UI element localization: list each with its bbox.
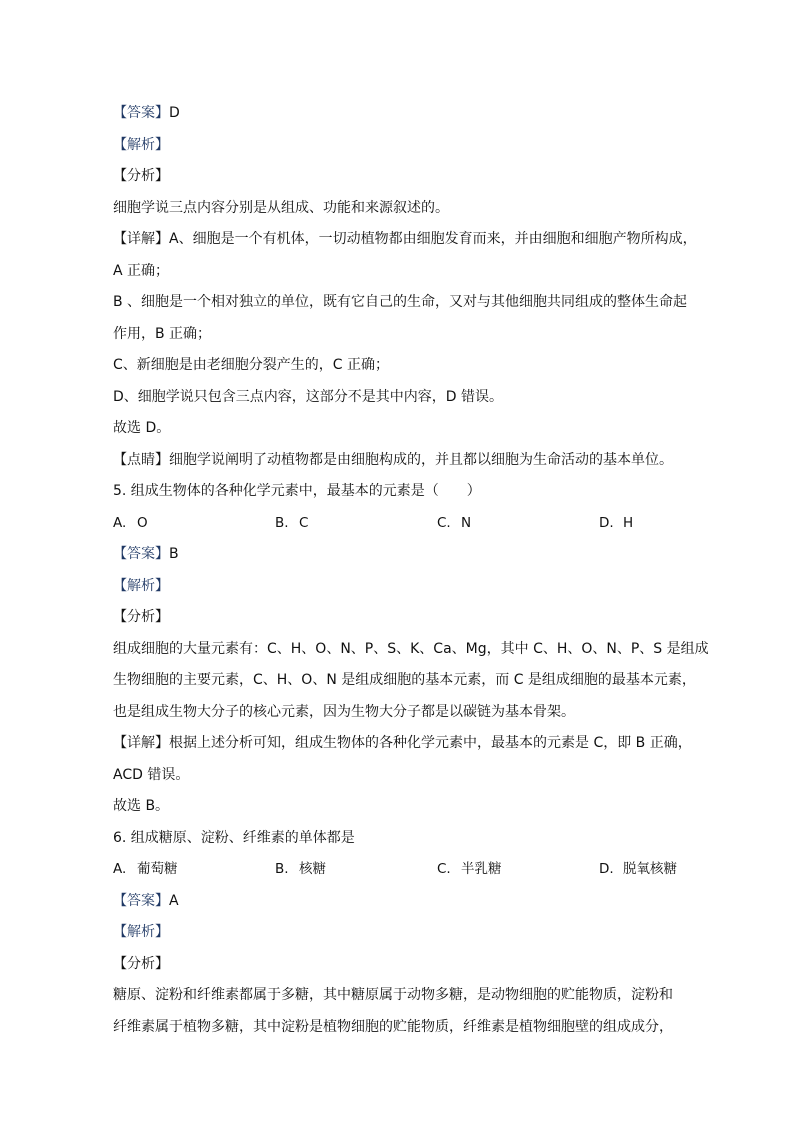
answer-value: D: [169, 105, 180, 121]
fenxi-text: 组成细胞的大量元素有：C、H、O、N、P、S、K、Ca、Mg，其中 C、H、O、N、P、S 是组成: [113, 640, 709, 657]
detail-text: 故选 B。: [113, 798, 170, 814]
answer-tag: 【答案】: [113, 546, 169, 562]
fenxi-text: 细胞学说三点内容分别是从组成、功能和来源叙述的。: [113, 199, 449, 216]
option-b: B. C: [275, 514, 309, 531]
answer-value: A: [169, 892, 179, 909]
detail-tag: 【详解】: [113, 735, 169, 751]
dianjing-text: 细胞学说阐明了动植物都是由细胞构成的，并且都以细胞为生命活动的基本单位。: [169, 451, 673, 468]
fenxi-text: 纤维素属于植物多糖，其中淀粉是植物细胞的贮能物质，纤维素是植物细胞壁的组成成分，: [113, 1018, 673, 1035]
dianjing-tag: 【点睛】: [113, 451, 169, 468]
fenxi-heading: [113, 949, 684, 981]
option-d: D. H: [599, 514, 634, 531]
answer-line: [113, 98, 684, 130]
option-a: A. O: [113, 514, 148, 531]
detail-line: [113, 728, 692, 760]
option-c: C. 半乳糖: [437, 861, 502, 877]
analysis-tag: 【解析】: [113, 136, 169, 153]
analysis-heading: [113, 571, 684, 603]
detail-line: [113, 224, 697, 256]
fenxi-tag: 【分析】: [113, 609, 169, 625]
fenxi-tag: 【分析】: [113, 955, 169, 972]
fenxi-text: 生物细胞的主要元素，C、H、O、N 是组成细胞的基本元素，而 C 是组成细胞的最基本元素，: [113, 672, 696, 688]
question-5-options: [113, 508, 684, 540]
fenxi-tag: 【分析】: [113, 168, 169, 184]
detail-tag: 【详解】: [113, 231, 169, 247]
answer-tag: 【答案】: [113, 892, 169, 909]
analysis-heading: [113, 130, 684, 162]
question-6: 6. 组成糖原、淀粉、纤维素的单体都是: [113, 829, 355, 846]
answer-line: [113, 539, 684, 571]
detail-text: 根据上述分析可知，组成生物体的各种化学元素中，最基本的元素是 C，即 B 正确，: [169, 735, 692, 751]
detail-text: A、细胞是一个有机体，一切动植物都由细胞发育而来，并由细胞和细胞产物所构成，: [169, 231, 697, 247]
option-d: D. 脱氧核糖: [599, 861, 677, 877]
answer-line: [113, 886, 684, 918]
detail-text: C、新细胞是由老细胞分裂产生的，C 正确；: [113, 357, 389, 373]
detail-text: D、细胞学说只包含三点内容，这部分不是其中内容，D 错误。: [113, 388, 504, 405]
fenxi-heading: [113, 602, 684, 634]
fenxi-text: 糖原、淀粉和纤维素都属于多糖，其中糖原属于动物多糖，是动物细胞的贮能物质，淀粉和: [113, 987, 673, 1003]
detail-text: A 正确；: [113, 262, 170, 279]
question-5: 5. 组成生物体的各种化学元素中，最基本的元素是（ ）: [113, 483, 481, 499]
analysis-tag: 【解析】: [113, 924, 169, 940]
detail-text: 作用，B 正确；: [113, 325, 212, 342]
option-b: B. 核糖: [275, 861, 326, 877]
option-a: A. 葡萄糖: [113, 861, 178, 877]
option-c: C. N: [437, 514, 472, 531]
answer-value: B: [169, 546, 179, 562]
fenxi-heading: [113, 161, 684, 193]
answer-tag: 【答案】: [113, 105, 169, 121]
detail-text: 故选 D。: [113, 420, 171, 436]
detail-text: ACD 错误。: [113, 766, 190, 783]
dianjing-line: [113, 445, 684, 477]
fenxi-text: 也是组成生物大分子的核心元素，因为生物大分子都是以碳链为基本骨架。: [113, 703, 575, 720]
analysis-tag: 【解析】: [113, 577, 169, 594]
detail-text: B 、细胞是一个相对独立的单位，既有它自己的生命，又对与其他细胞共同组成的整体生命起: [113, 294, 688, 310]
analysis-heading: [113, 917, 684, 949]
question-6-options: [113, 854, 684, 886]
